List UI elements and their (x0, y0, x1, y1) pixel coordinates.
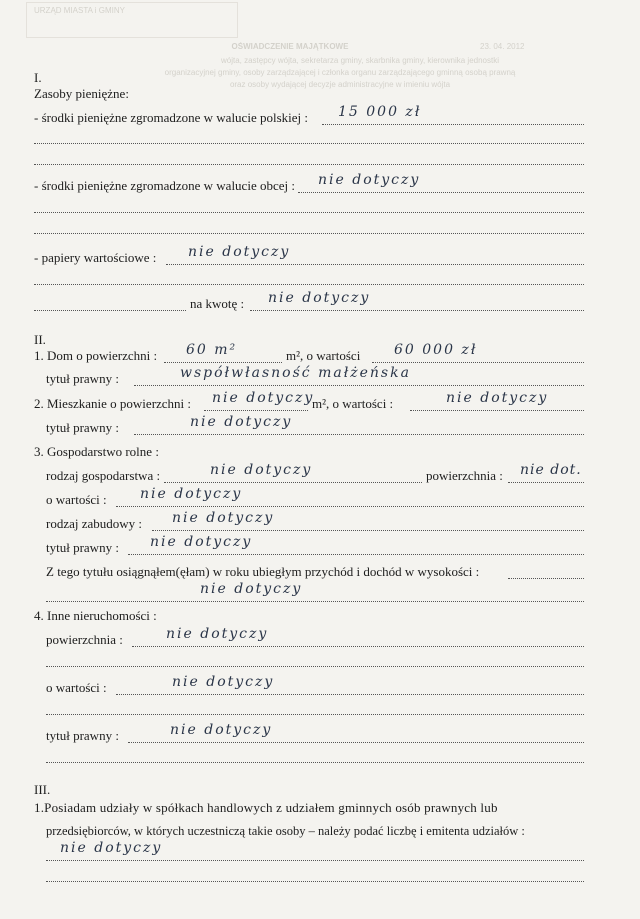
other-area-value: nie dotyczy (166, 626, 269, 642)
flat-title-line (134, 434, 584, 435)
house-area-value: 60 m² (186, 342, 238, 358)
shares-line (46, 860, 584, 861)
farm-income-value: nie dotyczy (200, 581, 303, 597)
blank-line (34, 212, 584, 213)
section-1-numeral: I. (34, 70, 42, 85)
farm-title-value: nie dotyczy (150, 534, 253, 550)
bleed-heading: OŚWIADCZENIE MAJĄTKOWE (231, 42, 349, 51)
farm-area-line (508, 482, 584, 483)
flat-area-value: nie dotyczy (212, 390, 315, 406)
pln-funds-label: - środki pieniężne zgromadzone w walucie polskiej : (34, 110, 308, 125)
house-title-label: tytuł prawny : (46, 371, 119, 386)
farm-title-label: tytuł prawny : (46, 540, 119, 555)
bleed-date: 23. 04. 2012 (480, 42, 525, 51)
flat-title-value: nie dotyczy (190, 414, 293, 430)
other-title-value: nie dotyczy (170, 722, 273, 738)
other-value: nie dotyczy (172, 674, 275, 690)
pln-funds-value: 15 000 zł (338, 104, 422, 120)
securities-value: nie dotyczy (188, 244, 291, 260)
house-area-label: 1. Dom o powierzchni : (34, 348, 158, 363)
amount-line (250, 310, 584, 311)
bleed-line-2: organizacyjnej gminy, osoby zarządzającej i członka organu zarządzającego gminną osobą prawną (164, 68, 516, 77)
bleed-line-1: wójta, zastępcy wójta, sekretarza gminy, skarbnika gminy, kierownika jednostki (220, 56, 500, 65)
flat-value-line (410, 410, 584, 411)
foreign-funds-line (298, 192, 584, 193)
farm-income-line (508, 578, 584, 579)
amount-lead-line (34, 310, 186, 311)
section-2-numeral: II. (34, 332, 46, 347)
pln-funds-line (322, 124, 584, 125)
amount-value: nie dotyczy (268, 290, 371, 306)
other-area-line (132, 646, 584, 647)
flat-area-label: 2. Mieszkanie o powierzchni : (34, 396, 192, 411)
flat-area-line (204, 410, 308, 411)
farm-area-label: powierzchnia : (426, 468, 503, 483)
farm-value-line (116, 506, 584, 507)
flat-value: nie dotyczy (446, 390, 549, 406)
house-title-line (134, 385, 584, 386)
blank-line (46, 762, 584, 763)
farm-building-label: rodzaj zabudowy : (46, 516, 143, 531)
house-unit-label: m², o wartości (286, 348, 361, 363)
bleed-line-3: oraz osoby wydającej decyzje administracyjne w imieniu wójta (229, 80, 451, 89)
farm-type-line (164, 482, 422, 483)
blank-line (46, 714, 584, 715)
house-area-line (164, 362, 282, 363)
other-title-label: tytuł prawny : (46, 728, 119, 743)
farm-type-label: rodzaj gospodarstwa : (46, 468, 161, 483)
blank-line (34, 233, 584, 234)
foreign-funds-label: - środki pieniężne zgromadzone w walucie obcej : (34, 178, 295, 193)
securities-label: - papiery wartościowe : (34, 250, 157, 265)
farm-title-line (128, 554, 584, 555)
farm-income-line-2 (46, 601, 584, 602)
blank-line (34, 284, 584, 285)
blank-line (46, 666, 584, 667)
flat-unit-label: m², o wartości : (312, 396, 394, 411)
other-title-line (128, 742, 584, 743)
other-value-line (116, 694, 584, 695)
farm-income-label: Z tego tytułu osiągnąłem(ęłam) w roku ubiegłym przychód i dochód w wysokości : (46, 564, 480, 579)
flat-title-label: tytuł prawny : (46, 420, 119, 435)
farm-value-label: o wartości : (46, 492, 107, 507)
section-3-numeral: III. (34, 782, 51, 797)
farm-label: 3. Gospodarstwo rolne : (34, 444, 159, 459)
shares-line-1: 1.Posiadam udziały w spółkach handlowych z udziałem gminnych osób prawnych lub (34, 800, 498, 815)
securities-line (166, 264, 584, 265)
house-value: 60 000 zł (394, 342, 478, 358)
foreign-funds-value: nie dotyczy (318, 172, 421, 188)
blank-line (34, 143, 584, 144)
other-area-label: powierzchnia : (46, 632, 123, 647)
other-property-label: 4. Inne nieruchomości : (34, 608, 157, 623)
farm-value: nie dotyczy (140, 486, 243, 502)
farm-building-value: nie dotyczy (172, 510, 275, 526)
farm-building-line (152, 530, 584, 531)
bleed-stamp-text: URZĄD MIASTA i GMINY (34, 6, 125, 15)
house-title-value: współwłasność małżeńska (180, 365, 411, 381)
amount-label: na kwotę : (190, 296, 245, 311)
shares-value: nie dotyczy (60, 840, 163, 856)
farm-type-value: nie dotyczy (210, 462, 313, 478)
house-value-line (372, 362, 584, 363)
section-1-heading: Zasoby pieniężne: (34, 86, 129, 101)
other-value-label: o wartości : (46, 680, 107, 695)
blank-line (46, 881, 584, 882)
farm-area-value: nie dot. (520, 462, 582, 478)
blank-line (34, 164, 584, 165)
shares-line-2: przedsiębiorców, w których uczestniczą takie osoby – należy podać liczbę i emitenta udziałów : (46, 824, 525, 838)
